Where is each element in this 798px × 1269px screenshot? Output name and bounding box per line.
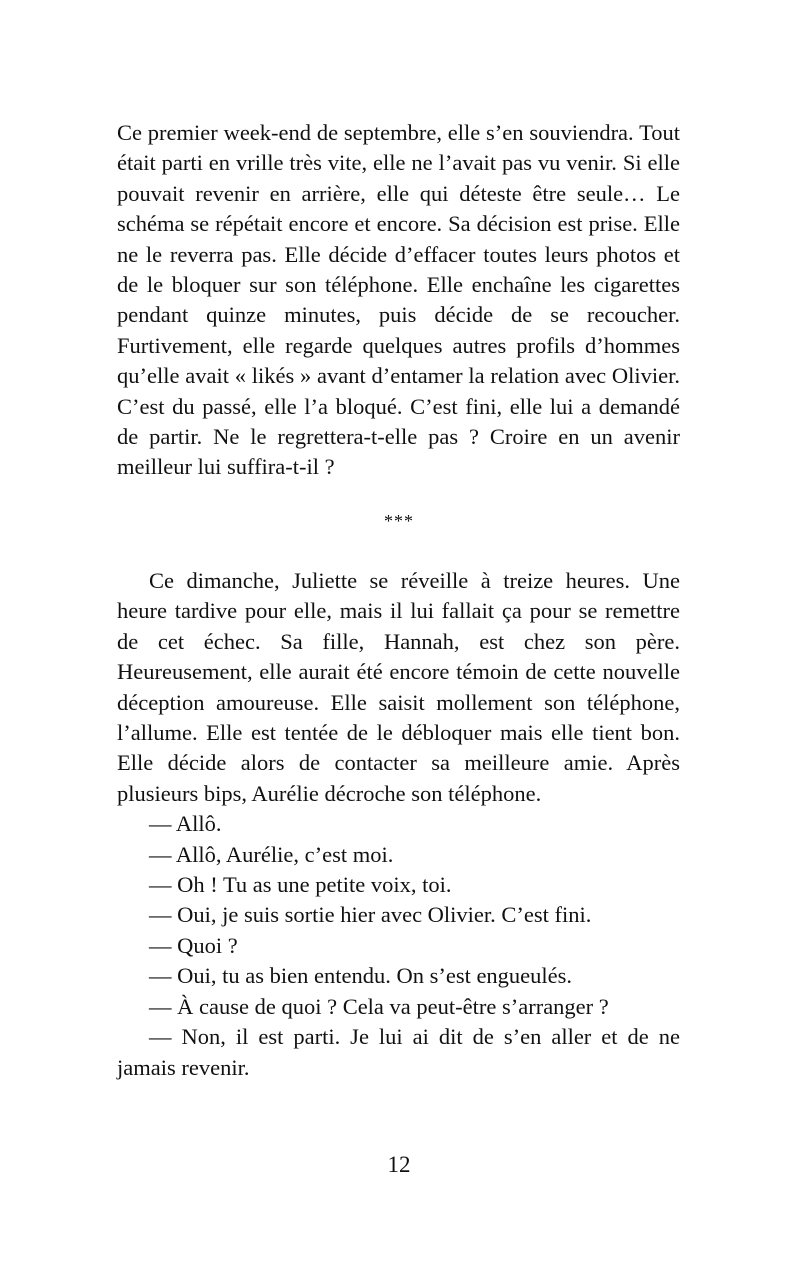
- dialogue-line: — Oui, tu as bien entendu. On s’est engueulés.: [149, 963, 573, 989]
- dialogue-line: — À cause de quoi ? Cela va peut-être s’arranger ?: [149, 993, 609, 1019]
- text-block-upper: [117, 118, 680, 483]
- section-separator: ***: [384, 511, 414, 531]
- dialogue-line: — Non, il est parti. Je lui ai dit de s’en aller et de ne jamais revenir.: [117, 1024, 680, 1080]
- paragraph-1: Ce premier week-end de septembre, elle s’en souviendra. Tout était parti en vrille très vite, elle ne l’avait pas vu venir. Si elle pouvait revenir en arrière, elle qui déteste être seule… Le schéma se répétait encore et encore. Sa décision est prise. Elle ne le reverra pas. Elle décide d’effacer toutes leurs photos et de le bloquer sur son téléphone. Elle enchaîne les cigarettes pendant quinze minutes, puis décide de se recoucher. Furtivement, elle regarde quelques autres profils d’hommes qu’elle avait « likés » avant d’entamer la relation avec Olivier. C’est du passé, elle l’a bloqué. C’est fini, elle lui a demandé de partir. Ne le regrettera-t-elle pas ? Croire en un avenir meilleur lui suffira-t-il ?: [117, 120, 680, 480]
- text-block-lower: [117, 566, 680, 1083]
- dialogue-line: — Allô.: [149, 811, 222, 837]
- dialogue-line: — Oh ! Tu as une petite voix, toi.: [149, 872, 452, 898]
- paragraph-2: Ce dimanche, Juliette se réveille à treize heures. Une heure tardive pour elle, mais il lui fallait ça pour se remettre de cet échec. Sa fille, Hannah, est chez son père. Heureusement, elle aurait été encore témoin de cette nouvelle déception amoureuse. Elle saisit mollement son téléphone, l’allume. Elle est tentée de le débloquer mais elle tient bon. Elle décide alors de contacter sa meilleure amie. Après plusieurs bips, Aurélie décroche son téléphone.: [117, 568, 680, 806]
- dialogue-line: — Oui, je suis sortie hier avec Olivier. C’est fini.: [149, 902, 592, 928]
- dialogue-line: — Allô, Aurélie, c’est moi.: [149, 841, 394, 867]
- page-number: 12: [387, 1152, 411, 1177]
- dialogue-line: — Quoi ?: [149, 932, 238, 958]
